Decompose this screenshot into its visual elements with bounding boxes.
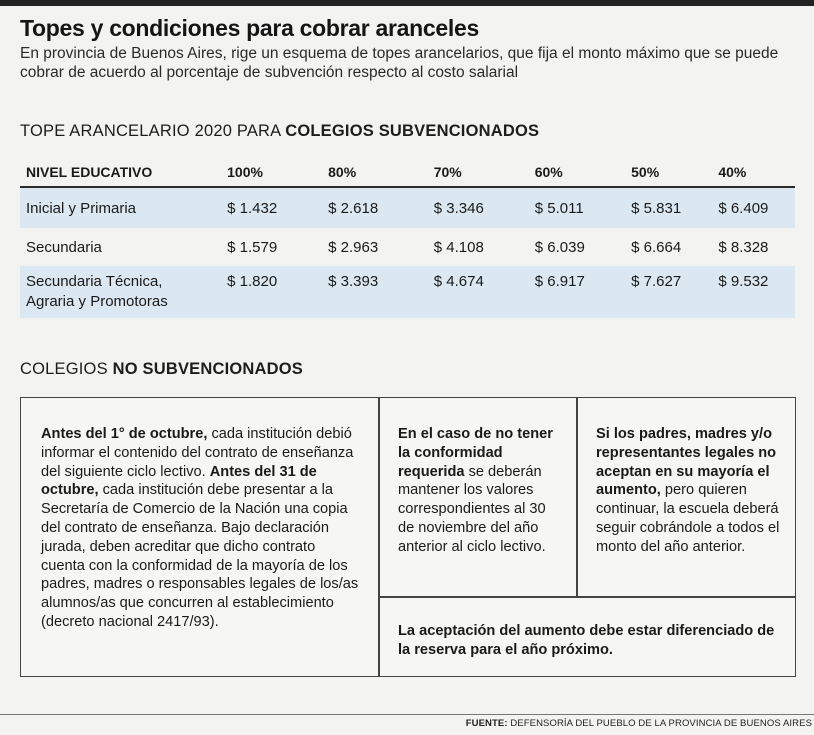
table-cell: $ 2.963	[328, 238, 379, 256]
divider	[378, 596, 795, 598]
row-level	[20, 266, 221, 318]
table-cell: $ 1.820	[221, 266, 322, 318]
conditions-right-text	[596, 425, 786, 557]
source-credit	[466, 718, 812, 729]
bold-phrase: Si los padres, madres y/o representantes legales no aceptan en su mayoría el aumento,	[596, 426, 777, 499]
table-cell: $ 5.831	[625, 187, 712, 228]
body-text: cada institución debió informar el contenido del contrato de enseñanza del siguiente ciclo lectivo.	[41, 426, 354, 480]
section-title-bold: NO SUBVENCIONADOS	[112, 360, 303, 378]
page-subtitle: En provincia de Buenos Aires, rige un esquema de topes arancelarios, que fija el monto máximo que se puede cobrar de acuerdo al porcentaje de subvención respecto al costo salarial	[20, 45, 779, 81]
table-cell: $ 7.627	[625, 266, 712, 318]
conditions-box	[20, 397, 796, 677]
table-cell: $ 4.108	[433, 238, 484, 256]
table-header-row	[20, 158, 795, 187]
row-level-line1: Secundaria Técnica,	[26, 273, 163, 290]
source-text: DEFENSORÍA DEL PUEBLO DE LA PROVINCIA DE BUENOS AIRES	[507, 718, 812, 729]
section-title-subsidized	[20, 122, 539, 141]
table-cell: $ 1.579	[227, 238, 278, 256]
table-cell: $ 6.917	[529, 266, 625, 318]
conditions-left-text	[41, 425, 363, 632]
bold-phrase: Antes del 31 de octubre,	[41, 463, 317, 499]
table-cell: $ 9.532	[712, 266, 795, 318]
row-level: Inicial y Primaria	[20, 187, 221, 228]
body-text: pero quieren continuar, la escuela deberá seguir cobrándole a todos el monto del año anterior.	[596, 482, 780, 555]
table-cell: $ 2.618	[322, 187, 428, 228]
table-cell: $ 4.674	[428, 266, 529, 318]
table-cell: $ 3.346	[428, 187, 529, 228]
table-row	[20, 228, 795, 266]
table-cell: $ 8.328	[718, 238, 769, 256]
body-text: cada institución debe presentar a la Secretaría de Comercio de la Nación una copia del contrato de enseñanza. Bajo declaración jurada, deben acreditar que dicho contrato cuenta con la conformidad de la mayoría de los padres, madres o responsables legales de los/as alumnos/as que concurren al establecimiento (decreto nacional 2417/93).	[41, 482, 359, 630]
section-title-non-subsidized	[20, 360, 303, 379]
section-title-bold: COLEGIOS SUBVENCIONADOS	[285, 122, 540, 140]
bold-phrase: Antes del 1° de octubre,	[41, 426, 208, 442]
table-row	[20, 266, 795, 318]
table-cell: $ 6.664	[631, 238, 682, 256]
source-label: FUENTE:	[465, 718, 508, 729]
header-level: NIVEL EDUCATIVO	[20, 158, 221, 187]
header-40: 40%	[712, 158, 795, 187]
row-level: Secundaria	[26, 238, 102, 256]
divider	[378, 398, 380, 676]
top-rule	[0, 0, 814, 6]
header-50: 50%	[625, 158, 712, 187]
conditions-bottom-text: La aceptación del aumento debe estar diferenciado de la reserva para el año próximo.	[398, 623, 775, 658]
header-70: 70%	[428, 158, 529, 187]
table-cell: $ 6.409	[712, 187, 795, 228]
section-title-normal: COLEGIOS	[20, 360, 113, 378]
bottom-rule	[0, 714, 814, 715]
header-80: 80%	[322, 158, 428, 187]
table-cell: $ 3.393	[322, 266, 428, 318]
divider	[576, 398, 578, 596]
header-60: 60%	[529, 158, 625, 187]
table-row	[20, 187, 795, 228]
body-text: se deberán mantener los valores correspondientes al 30 de noviembre del año anterior al ciclo lectivo.	[398, 463, 546, 555]
section-title-normal: TOPE ARANCELARIO 2020 PARA	[20, 122, 286, 140]
conditions-middle-text	[398, 425, 563, 557]
table-cell: $ 1.432	[221, 187, 322, 228]
table-cell: $ 6.039	[534, 238, 585, 256]
page-title: Topes y condiciones para cobrar aranceles	[20, 15, 479, 41]
bold-phrase: En el caso de no tener la conformidad requerida	[398, 426, 553, 480]
fee-table	[20, 158, 795, 318]
table-cell: $ 5.011	[529, 187, 625, 228]
header-100: 100%	[221, 158, 322, 187]
row-level-line2: Agraria y Promotoras	[26, 293, 168, 310]
